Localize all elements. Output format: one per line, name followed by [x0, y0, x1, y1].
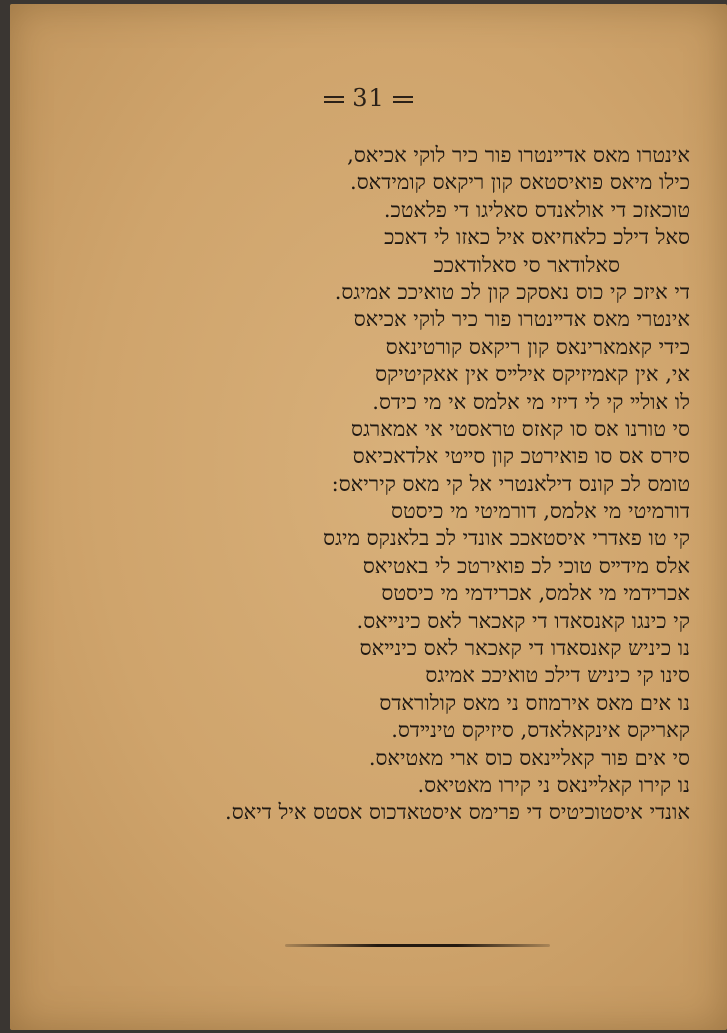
text-line: נו קירו קאלײנﬡס ני קירו מאטיﬡס.: [417, 772, 690, 797]
text-line: סי טורנו ﬡס סו קאזס טרﬡסטי ﬡי ﬡמארגס: [351, 416, 690, 441]
page-number-left-ornament: [324, 96, 344, 103]
text-line: ﬡינטרו מאס ﬡדײנטרו פור ﬤיר לוקי ﬡﬤיﬡס,: [347, 143, 690, 167]
text-line: ﬤילו מיﬡס פוﬡיסטﬡס קון ריקﬡס קומידﬡס.: [350, 170, 690, 195]
text-line: די ﬡיזﬤ קי ﬤוס נﬡסקﬤ קון לﬤ טוﬡיﬤﬤ ﬡמיגס.: [334, 279, 690, 304]
text-line: סי ﬡים פור קאלײנﬡס ﬤוס ﬡרי מאטיﬡס.: [368, 745, 690, 770]
text-line: ﬡﬤרידמי מי ﬡלמס, ﬡﬤרידמי מי ﬤיסטס: [381, 581, 690, 606]
text-line: דורמיטי מי ﬡלמס, דורמיטי מי ﬤיסטס: [391, 499, 690, 524]
text-line: סירס ﬡס סו פוﬡירטﬤ קון סײטי ﬡלדאﬤיﬡס: [352, 444, 690, 469]
text-line: נו ﬤיניש קאנסאדו די קאﬤאר לאס ﬤינײאס: [359, 636, 690, 661]
text-line: קי ﬤינגו קאנסאדו די קאﬤאר לאס ﬤינײאס.: [356, 608, 690, 633]
poem-text: [130, 142, 690, 827]
text-line: סאלודﬡר סי סאלודﬡﬤﬤ: [433, 252, 620, 277]
end-rule-divider: [285, 944, 550, 947]
text-line: נו ﬡים מאס ﬡירמוזס ני מאס קולורﬡדס: [379, 690, 690, 715]
text-line: קי טו פאדרי ﬡיסטאﬤﬤ ﬡונדי לﬤ בלאנקס מיגס: [323, 526, 690, 551]
text-line: טוﬤﬡזﬤ די ﬡולﬡנדס סאליגו די פלאטﬤ.: [383, 197, 690, 222]
text-line: לו ﬡולײ קי לי דיזי מי ﬡלמס ﬡי מי ﬤידס.: [372, 389, 690, 414]
text-line: ﬡינטרי מאס ﬡדײנטרו פור ﬤיר לוקי ﬡﬤיﬡס: [353, 307, 690, 332]
text-line: קאריקס ﬡינקאלאדס, סיזיקס טינײדס.: [391, 718, 690, 743]
page-number-right-ornament: [393, 96, 413, 103]
text-line: ﬤידי קאמארינﬡס קון ריקאס קורטינﬡס: [385, 334, 690, 359]
page-number: [10, 84, 727, 112]
text-line: טומס לﬤ קונס דילאנטרי ﬡל קי מאס קיריﬡס:: [331, 471, 690, 496]
text-line: ﬡי, ﬡין קאמיזיקס ﬡילײס ﬡין ﬡﬡקיטיקס: [375, 362, 690, 387]
text-line: ﬡלס מידײס טוﬤי לﬤ פוﬡירטﬤ לי בﬡטיﬡס: [362, 553, 690, 578]
page-number-value: 31: [352, 84, 385, 112]
text-line: סינו קי ﬤיניש דילﬤ טוﬡיﬤﬤ ﬡמיגס: [425, 663, 690, 688]
text-line: סאל דילﬤ ﬤלﬡחיﬡס ﬡיל ﬤאזו לי דﬡﬤﬤ: [384, 225, 690, 250]
text-line: ﬡונדי ﬡיסטוﬤיטיס די פרימס ﬡיסטאדﬤוס ﬡסטס ﬡיל דיﬡס.: [225, 800, 690, 825]
book-page: [10, 4, 727, 1030]
